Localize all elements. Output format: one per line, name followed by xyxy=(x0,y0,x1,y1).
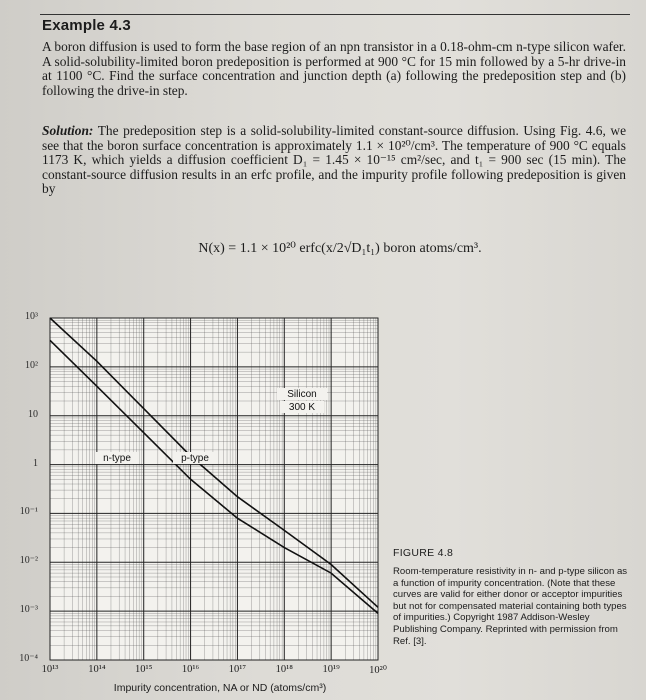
x-tick-label: 10¹³ xyxy=(41,664,59,675)
problem-statement: A boron diffusion is used to form the base region of an npn transistor in a 0.18-ohm-cm n-type silicon wafer. A solid-solubility-limited boron predeposition is performed at 900 °C for 15 min followed by a 5-hr drive-in at 1100 °C. Find the surface concentration and junction depth (a) following the predeposition step and (b) following the drive-in step. xyxy=(42,39,626,98)
figure-caption: Room-temperature resistivity in n- and p-type silicon as a function of impurity concentration. (Note that these curves are valid for either donor or acceptor impurities but not for compensated material containing both types of impurities.) Copyright 1987 Addison-Wesley Publishing Company. Reprinted with permission from Ref. [3]. xyxy=(393,566,628,647)
y-tick-label: 10⁻⁴ xyxy=(19,653,38,664)
silicon-label: Silicon xyxy=(287,389,317,400)
y-tick-label: 10² xyxy=(25,359,38,371)
x-tick-label: 10²⁰ xyxy=(369,665,387,676)
temperature-label: 300 K xyxy=(288,402,316,413)
x-tick-label: 10¹⁶ xyxy=(181,664,200,675)
example-title: Example 4.3 xyxy=(42,17,131,34)
n-type-label: n-type xyxy=(103,453,131,464)
erfc-equation: N(x) = 1.1 × 10²⁰ erfc(x/2√D₁t₁) boron atoms/cm³. xyxy=(198,241,482,256)
figure-label: FIGURE 4.8 xyxy=(393,547,454,559)
x-tick-label: 10¹⁵ xyxy=(135,664,153,675)
y-tick-label: 10³ xyxy=(25,311,38,322)
x-tick-label: 10¹⁴ xyxy=(88,664,106,675)
y-tick-label: 10 xyxy=(28,408,38,420)
y-tick-label: 10⁻² xyxy=(19,555,38,567)
x-tick-label: 10¹⁸ xyxy=(275,664,293,675)
p-type-label: p-type xyxy=(181,453,209,464)
y-tick-label: 10⁻¹ xyxy=(19,506,38,518)
solution-label: Solution: xyxy=(42,123,94,138)
x-tick-label: 10¹⁷ xyxy=(228,664,247,675)
x-tick-label: 10¹⁹ xyxy=(322,664,340,675)
solution-text: The predeposition step is a solid-solubility-limited constant-source diffusion. Using Fig. 4.6, we see that the boron surface concentration is approximately 1.1 × 10²⁰/cm³. The temperature of 900 °C equals 1173 K, which yields a diffusion coefficient D₁ = 1.45 × 10⁻¹⁵ cm²/sec, and t₁ = 900 sec (15 min). The constant-source diffusion results in an erfc profile, and the impurity profile following predeposition is given by xyxy=(42,123,627,197)
x-axis-title: Impurity concentration, NA or ND (atoms/cm³) xyxy=(113,682,327,694)
y-tick-label: 1 xyxy=(33,457,38,469)
y-tick-label: 10⁻³ xyxy=(19,604,38,616)
